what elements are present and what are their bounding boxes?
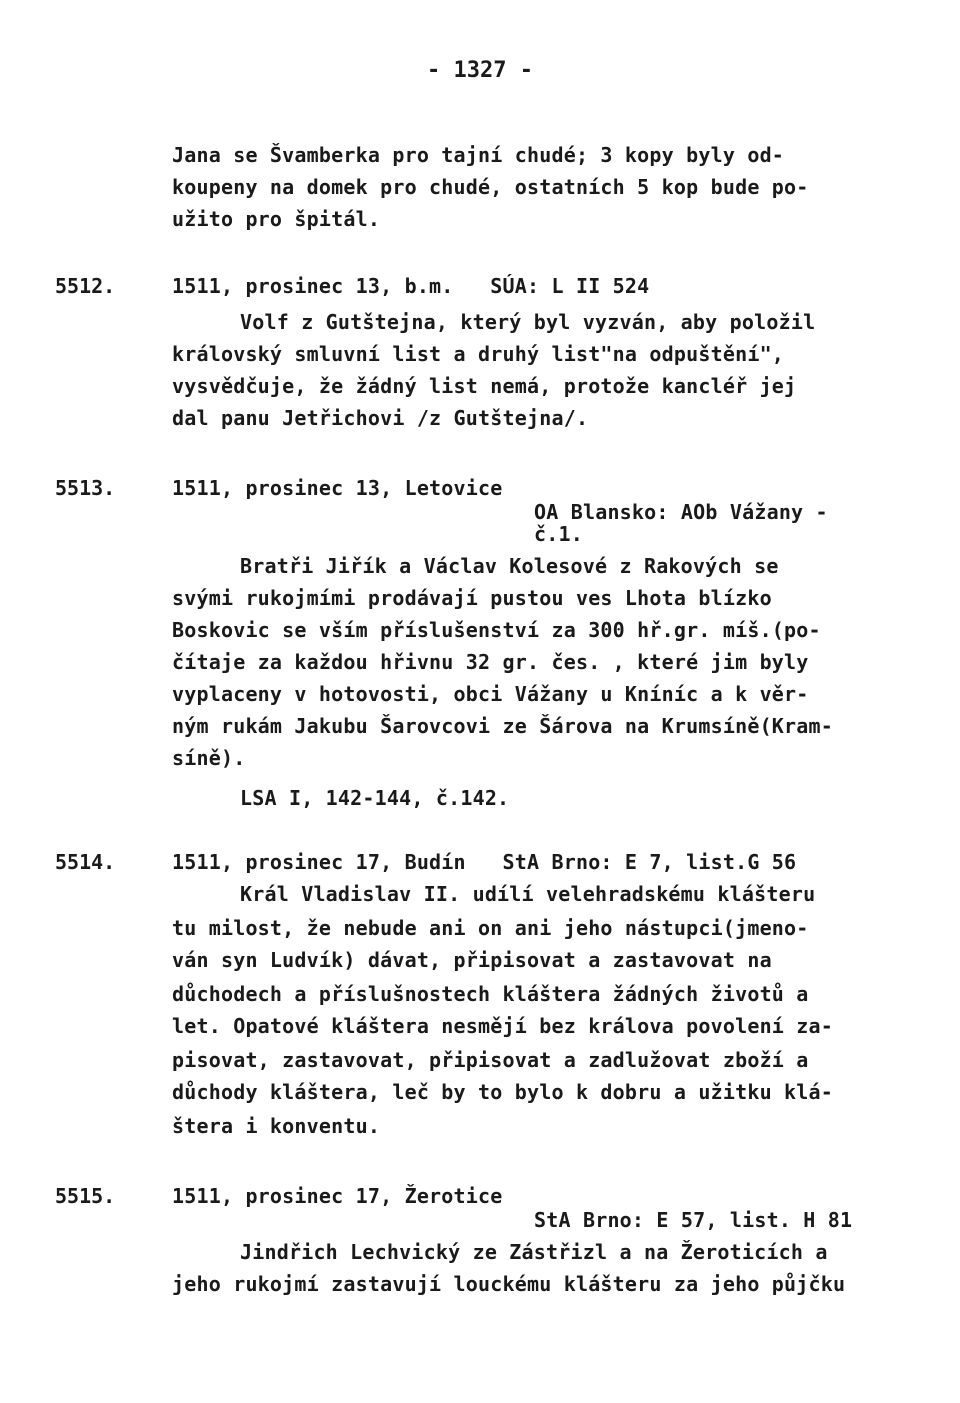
entry-body-line: let. Opatové kláštera nesmějí bez králova povolení za- (172, 1014, 834, 1038)
entry-body-line: jeho rukojmí zastavují louckému klášteru za jeho půjčku (172, 1272, 846, 1296)
entry-archive: OA Blansko: AOb Vážany - (534, 500, 828, 524)
entry-body-line: Boskovic se vším příslušenství za 300 hř.gr. míš.(po- (172, 618, 821, 642)
entry-body-line: štera i konventu. (172, 1114, 381, 1138)
entry-body-line: důchody kláštera, leč by to bylo k dobru a užitku klá- (172, 1080, 834, 1104)
entry-archive: č.1. (534, 522, 583, 546)
entry-body-line: Král Vladislav II. udílí velehradskému klášteru (240, 882, 816, 906)
entry-number: 5514. (55, 850, 116, 874)
entry-number: 5513. (55, 476, 116, 500)
entry-body-line: vyplaceny v hotovosti, obci Vážany u Kníníc a k věr- (172, 682, 809, 706)
entry-header: 1511, prosinec 17, Žerotice (172, 1184, 503, 1208)
entry-number: 5512. (55, 274, 116, 298)
entry-header: 1511, prosinec 13, b.m. SÚA: L II 524 (172, 274, 650, 298)
entry-header: 1511, prosinec 17, Budín StA Brno: E 7, list.G 56 (172, 850, 797, 874)
entry-body-line: vysvědčuje, že žádný list nemá, protože kancléř jej (172, 374, 797, 398)
entry-body-line: pisovat, zastavovat, připisovat a zadlužovat zboží a (172, 1048, 809, 1072)
entry-body-line: Volf z Gutštejna, který byl vyzván, aby položil (240, 310, 816, 334)
entry-archive: StA Brno: E 57, list. H 81 (534, 1208, 853, 1232)
entry-body-line: síně). (172, 746, 246, 770)
entry-note: LSA I, 142-144, č.142. (240, 786, 510, 810)
entry-body-line: důchodech a příslušnostech kláštera žádných životů a (172, 982, 809, 1006)
entry-body-line: ným rukám Jakubu Šarovcovi ze Šárova na Krumsíně(Kram- (172, 714, 834, 738)
entry-body-line: svými rukojmími prodávají pustou ves Lhota blízko (172, 586, 772, 610)
entry-body-line: Bratři Jiřík a Václav Kolesové z Rakových se (240, 554, 779, 578)
intro-line: užito pro špitál. (172, 207, 381, 231)
entry-number: 5515. (55, 1184, 116, 1208)
intro-line: Jana se Švamberka pro tajní chudé; 3 kopy byly od- (172, 143, 785, 167)
entry-body-line: královský smluvní list a druhý list"na odpuštění", (172, 342, 785, 366)
entry-body-line: čítaje za každou hřivnu 32 gr. čes. , které jim byly (172, 650, 809, 674)
entry-header: 1511, prosinec 13, Letovice (172, 476, 503, 500)
entry-body-line: Jindřich Lechvický ze Zástřizl a na Žeroticích a (240, 1240, 828, 1264)
entry-body-line: dal panu Jetřichovi /z Gutštejna/. (172, 406, 589, 430)
intro-line: koupeny na domek pro chudé, ostatních 5 kop bude po- (172, 175, 809, 199)
page-number: - 1327 - (427, 58, 533, 83)
entry-body-line: tu milost, že nebude ani on ani jeho nástupci(jmeno- (172, 916, 809, 940)
entry-body-line: ván syn Ludvík) dávat, připisovat a zastavovat na (172, 948, 772, 972)
